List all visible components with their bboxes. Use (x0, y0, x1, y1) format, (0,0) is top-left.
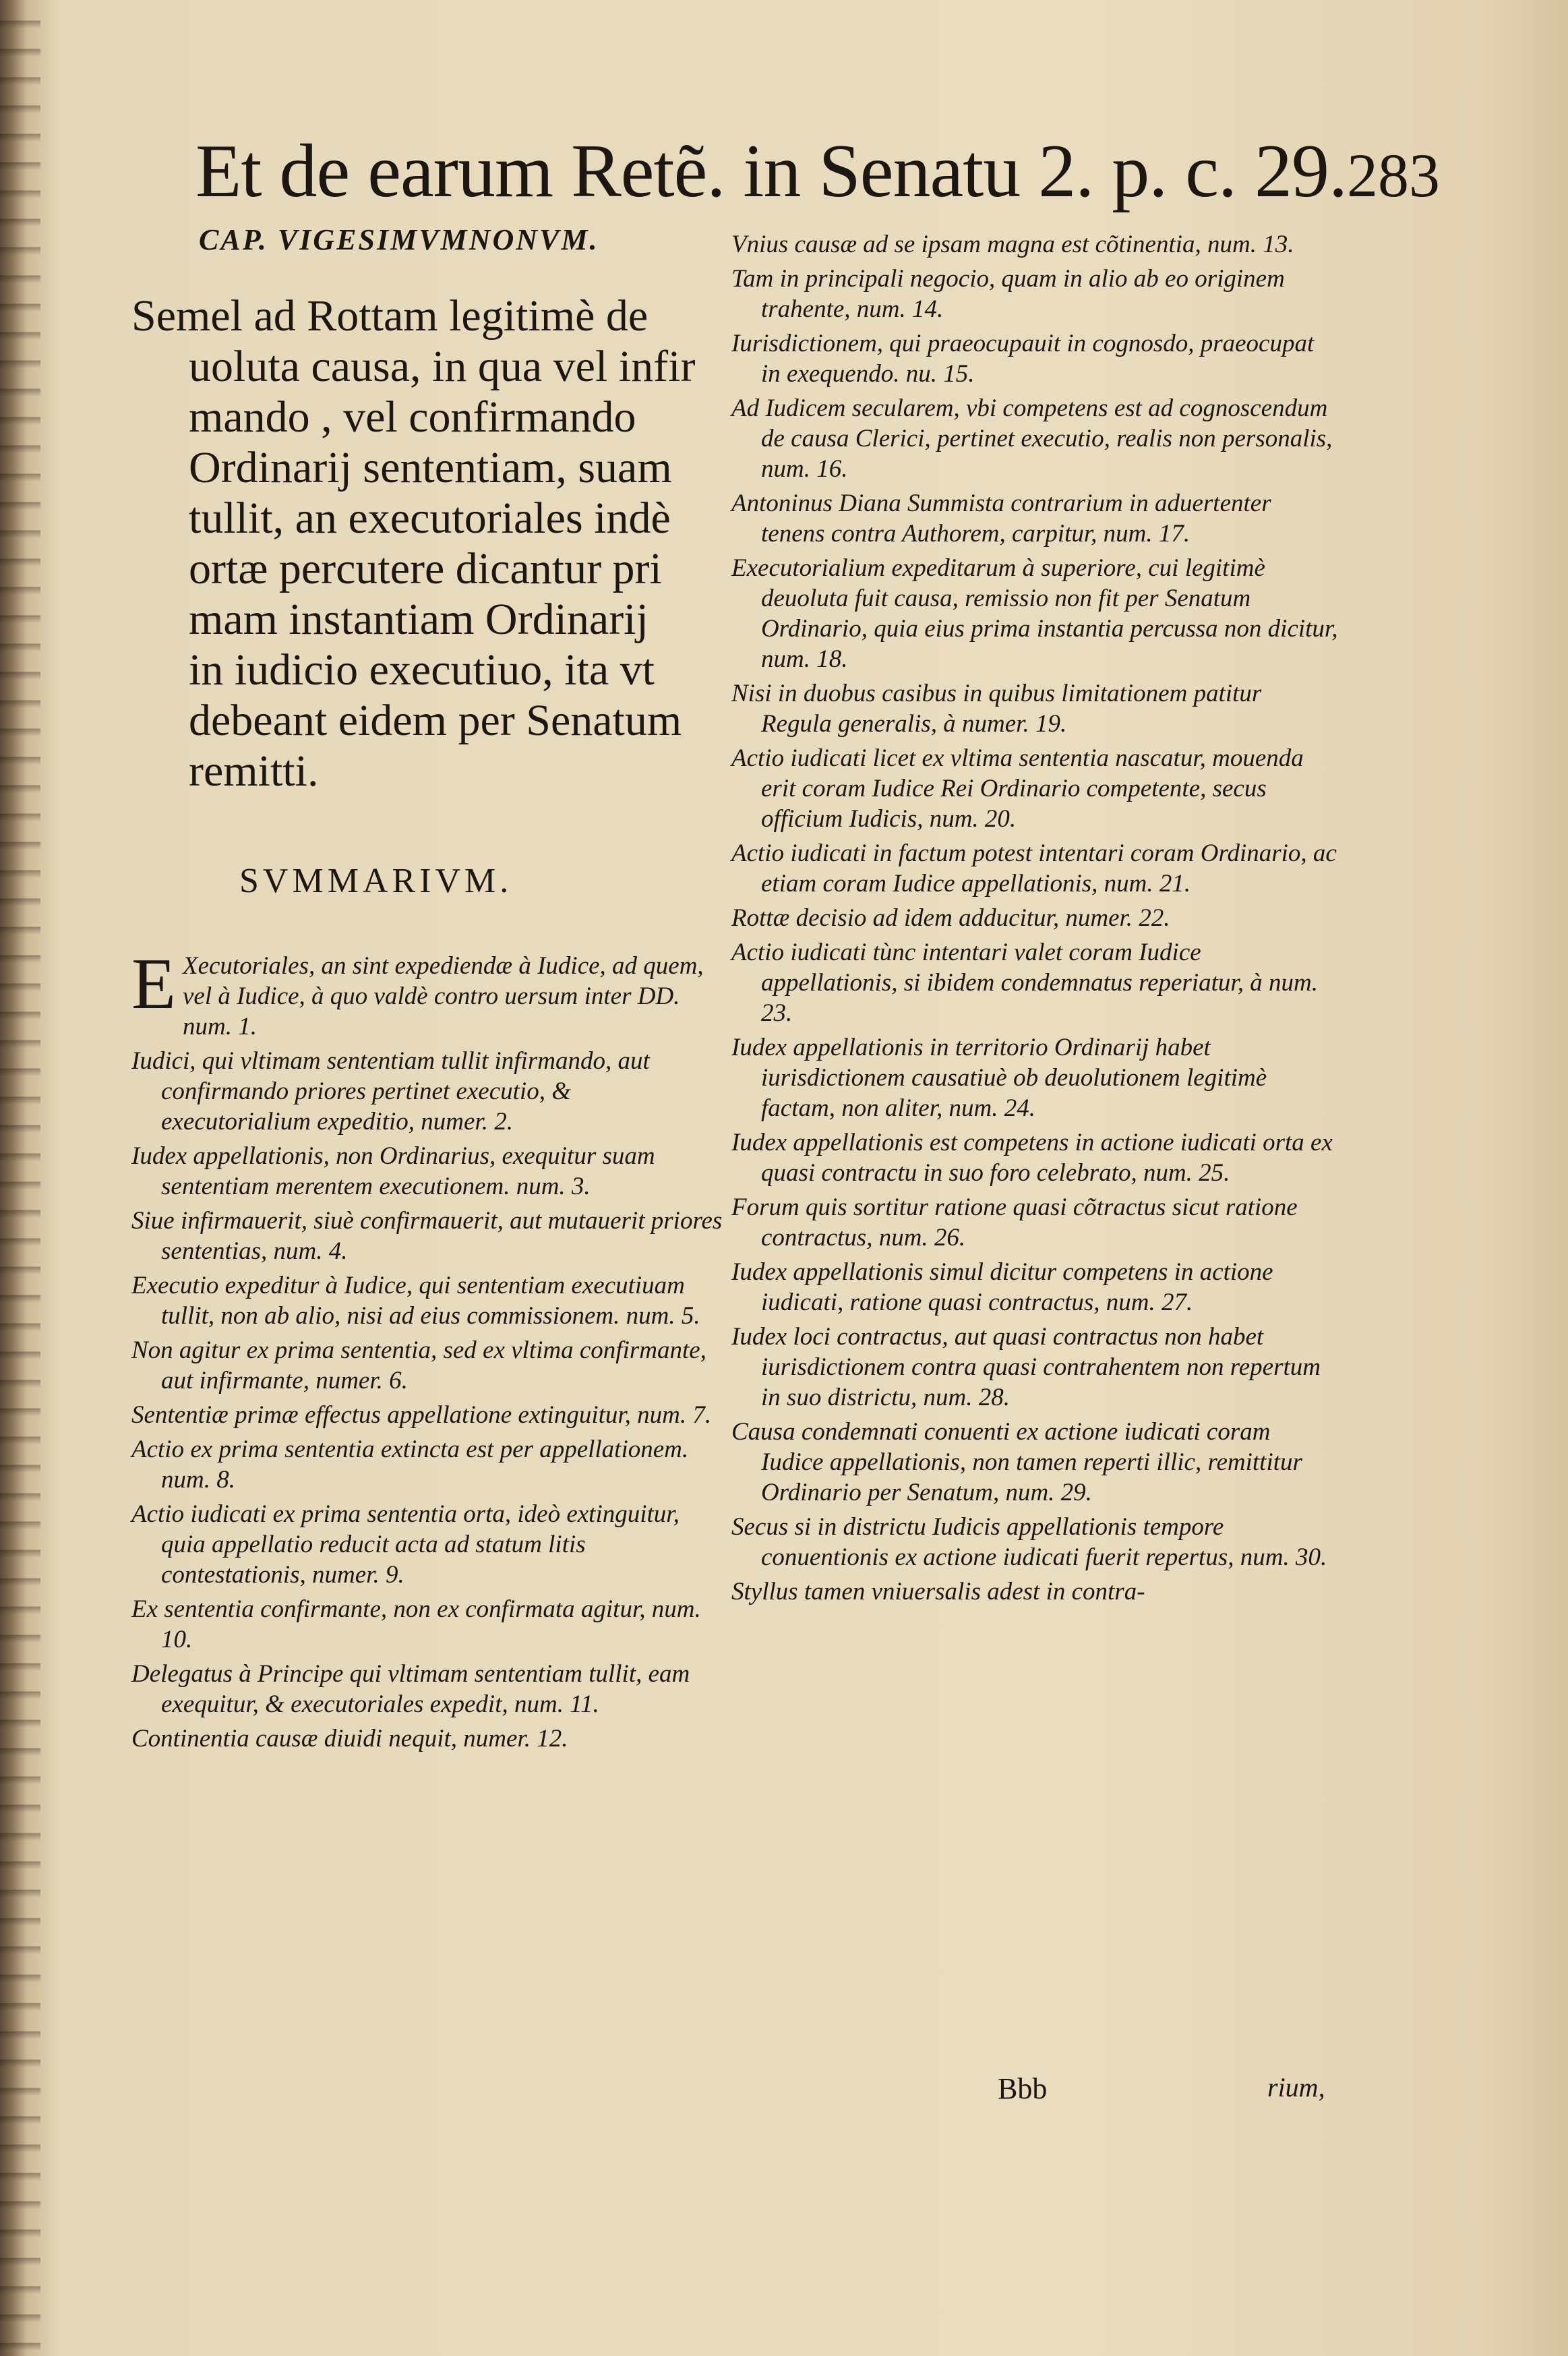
argument-line: remitti. (189, 746, 319, 796)
signature-mark: Bbb (998, 2072, 1048, 2105)
summary-entry: Secus si in districtu Iudicis appellationis tempore conuentionis ex actione iudicati fuerit repertus, num. 30. (731, 1513, 1327, 1571)
summary-entry: Continentia causæ diuidi nequit, numer. 12. (131, 1725, 568, 1753)
summarium-heading: SVMMARIVM. (239, 862, 513, 900)
summary-entry: Actio iudicati ex prima sententia orta, ideò extinguitur, quia appellatio reducit acta ad statum litis contestationis, numer. 9. (131, 1500, 680, 1589)
summary-entry: Actio iudicati licet ex vltima sententia nascatur, mouenda erit coram Iudice Rei Ordinario competente, secus officium Iudicis, num. 20. (731, 744, 1304, 833)
summary-entry: Iurisdictionem, qui praeocupauit in cognosdo, praeocupat in exequendo. nu. 15. (731, 330, 1315, 388)
summary-entry: Delegatus à Principe qui vltimam sententiam tullit, eam exequitur, & executoriales expedit, num. 11. (131, 1660, 690, 1718)
summary-entry: Actio ex prima sententia extincta est per appellationem. num. 8. (131, 1436, 689, 1494)
page-header (195, 128, 1440, 216)
argument-line: uoluta causa, in qua vel infir (189, 342, 696, 391)
drop-cap: E (131, 944, 176, 1024)
summary-entry: Iudici, qui vltimam sententiam tullit infirmando, aut confirmando priores pertinet executio, & executorialium expeditio, numer. 2. (131, 1047, 650, 1136)
summary-entry: Vnius causæ ad se ipsam magna est cõtinentia, num. 13. (731, 231, 1294, 258)
summary-entry: Causa condemnati conuenti ex actione iudicati coram Iudice appellationis, non tamen reperti illic, remittitur Ordinario per Senatum, num. 29. (731, 1418, 1302, 1506)
summary-entry: Iudex appellationis, non Ordinarius, exequitur suam sententiam merentem executionem. num. 3. (131, 1142, 655, 1200)
summary-entry: Executorialium expeditarum à superiore, cui legitimè deuoluta fuit causa, remissio non fit per Senatum Ordinario, quia eius prima instantia percussa non dicitur, num. 18. (731, 554, 1338, 673)
summary-entry: Sententiæ primæ effectus appellatione extinguitur, num. 7. (131, 1401, 712, 1429)
summary-entry: E Xecutoriales, an sint expediendæ à Iudice, ad quem, vel à Iudice, à quo valdè contro uersum inter DD. num. 1. (131, 944, 704, 1040)
argument-line: in iudicio executiuo, ita vt (189, 645, 655, 695)
summary-entry: Ad Iudicem secularem, vbi competens est ad cognoscendum de causa Clerici, pertinet executio, realis non personalis, num. 16. (731, 394, 1333, 483)
summary-entry: Actio iudicati in factum potest intentari coram Ordinario, ac etiam coram Iudice appellationis, num. 21. (731, 840, 1337, 897)
argument-line: ortæ percutere dicantur pri (189, 544, 662, 593)
page-number: 283 (1346, 141, 1440, 210)
summary-entry: Iudex loci contractus, aut quasi contractus non habet iurisdictionem contra quasi contrahentem non repertum in suo districtu, num. 28. (731, 1323, 1321, 1411)
summary-entry: Tam in principali negocio, quam in alio ab eo originem trahente, num. 14. (731, 265, 1285, 323)
summary-entries-right (731, 229, 1338, 1607)
chapter-argument (131, 291, 725, 796)
argument-line: tullit, an executoriales indè (189, 494, 671, 543)
summary-entry: Nisi in duobus casibus in quibus limitationem patitur Regula generalis, à numer. 19. (731, 680, 1262, 738)
summary-entry: Executio expeditur à Iudice, qui sententiam executiuam tullit, non ab alio, nisi ad eius commissionem. num. 5. (131, 1272, 700, 1330)
summary-entry: Siue infirmauerit, siuè confirmauerit, aut mutauerit priores sententias, num. 4. (131, 1207, 723, 1265)
argument-line: mam instantiam Ordinarij (189, 595, 649, 644)
left-column (131, 223, 725, 1758)
summary-entry: Rottæ decisio ad idem adducitur, numer. 22. (731, 904, 1170, 932)
adjacent-page-edge (0, 0, 40, 2356)
catchword: rium, (1267, 2072, 1325, 2102)
summary-entry: Iudex appellationis in territorio Ordinarij habet iurisdictionem causatiuè ob deuolutionem legitimè factam, non aliter, num. 24. (731, 1034, 1267, 1122)
summary-entry: Iudex appellationis est competens in actione iudicati orta ex quasi contractu in suo foro celebrato, num. 25. (731, 1129, 1333, 1187)
chapter-title: CAP. VIGESIMVMNONVM. (199, 223, 599, 256)
summary-entry: Antoninus Diana Summista contrarium in aduertenter tenens contra Authorem, carpitur, num. 17. (731, 490, 1271, 548)
summary-entry: Non agitur ex prima sententia, sed ex vltima confirmante, aut infirmante, numer. 6. (131, 1336, 706, 1394)
argument-line: Semel ad Rottam legitimè de (131, 291, 649, 341)
summary-entry: Actio iudicati tùnc intentari valet coram Iudice appellationis, si ibidem condemnatus reperiatur, à num. 23. (731, 939, 1318, 1027)
summary-entry: Ex sententia confirmante, non ex confirmata agitur, num. 10. (131, 1595, 701, 1653)
summary-entry: Forum quis sortitur ratione quasi cõtractus sicut ratione contractus, num. 26. (731, 1194, 1298, 1251)
argument-line: mando , vel confirmando (189, 392, 636, 442)
summary-entries-left (131, 944, 725, 1754)
running-head: Et de earum Retẽ. in Senatu 2. p. c. 29. (195, 129, 1347, 213)
argument-line: debeant eidem per Senatum (189, 696, 682, 745)
summary-entry: Styllus tamen vniuersalis adest in contra- (731, 1578, 1145, 1606)
argument-line: Ordinarij sententiam, suam (189, 443, 672, 492)
summary-entry: Iudex appellationis simul dicitur competens in actione iudicati, ratione quasi contractus, num. 27. (731, 1258, 1273, 1316)
right-column (731, 229, 1338, 1611)
